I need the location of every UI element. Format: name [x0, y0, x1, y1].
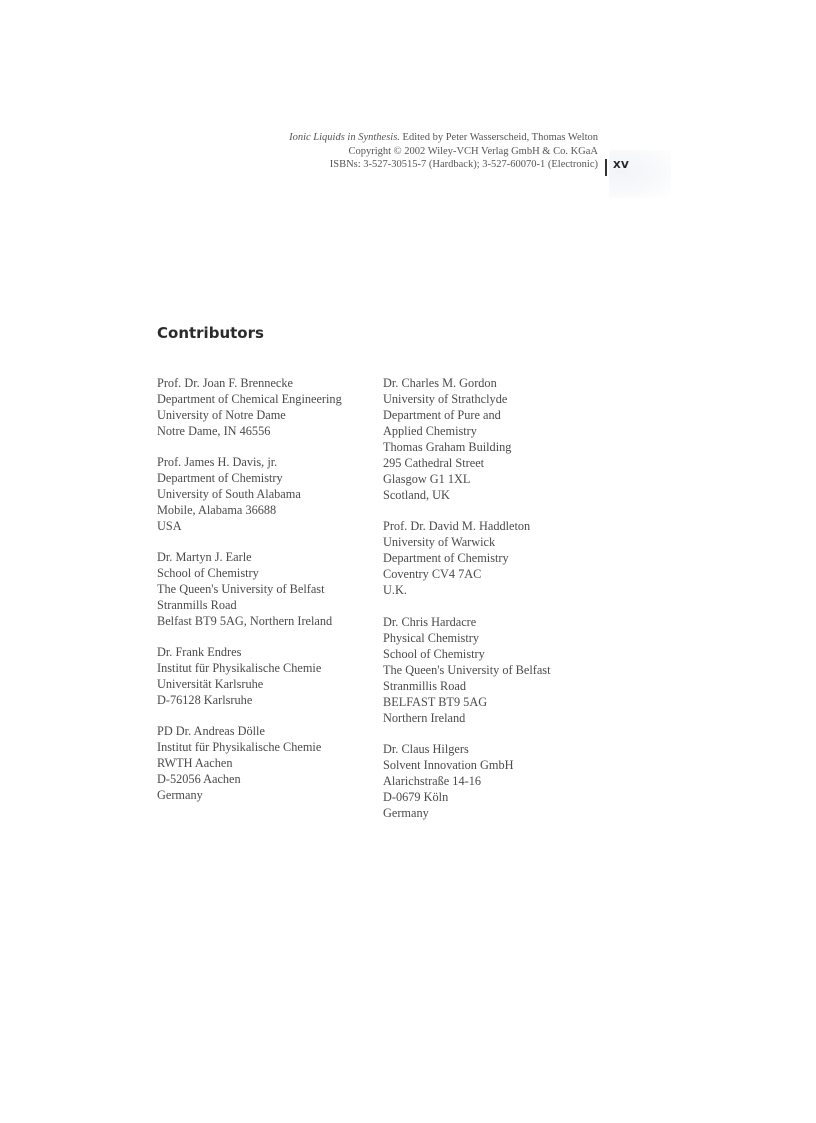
affiliation-line: Applied Chemistry	[383, 424, 477, 438]
contributors-right-column	[383, 375, 613, 821]
affiliation-line: University of Notre Dame	[157, 408, 286, 422]
contributor-name: Prof. James H. Davis, jr.	[157, 455, 278, 469]
affiliation-line: Belfast BT9 5AG, Northern Ireland	[157, 614, 333, 628]
contributor-entry	[157, 644, 372, 708]
contributor-name: Prof. Dr. Joan F. Brennecke	[157, 376, 293, 390]
contributor-name: Dr. Frank Endres	[157, 645, 242, 659]
affiliation-line: Alarichstraße 14-16	[383, 774, 481, 788]
affiliation-line: Department of Chemical Engineering	[157, 392, 342, 406]
affiliation-line: D-52056 Aachen	[157, 772, 241, 786]
affiliation-line: D-76128 Karlsruhe	[157, 693, 253, 707]
affiliation-line: Solvent Innovation GmbH	[383, 758, 514, 772]
affiliation-line: USA	[157, 519, 182, 533]
affiliation-line: 295 Cathedral Street	[383, 456, 485, 470]
page-number-background	[609, 150, 671, 198]
contributor-name: Dr. Claus Hilgers	[383, 742, 469, 756]
isbn-line: ISBNs: 3-527-30515-7 (Hardback); 3-527-60070-1 (Electronic)	[329, 159, 598, 171]
affiliation-line: Institut für Physikalische Chemie	[157, 661, 322, 675]
affiliation-line: Department of Pure and	[383, 408, 501, 422]
book-citation	[289, 131, 598, 145]
page-header	[289, 131, 598, 172]
affiliation-line: Stranmills Road	[157, 598, 237, 612]
contributor-name: Dr. Charles M. Gordon	[383, 376, 497, 390]
contributor-entry	[157, 375, 372, 439]
affiliation-line: Germany	[157, 788, 203, 802]
affiliation-line: The Queen's University of Belfast	[157, 582, 325, 596]
affiliation-line: Glasgow G1 1XL	[383, 472, 471, 486]
affiliation-line: Northern Ireland	[383, 711, 466, 725]
contributor-entry	[383, 741, 613, 821]
affiliation-line: Germany	[383, 806, 429, 820]
contributor-name: PD Dr. Andreas Dölle	[157, 724, 265, 738]
contributor-entry	[157, 723, 372, 803]
book-title: Ionic Liquids in Synthesis.	[289, 132, 400, 143]
contributor-entry	[383, 614, 613, 726]
contributors-left-column	[157, 375, 372, 803]
contributor-name: Prof. Dr. David M. Haddleton	[383, 519, 531, 533]
affiliation-line: University of South Alabama	[157, 487, 301, 501]
copyright-notice: Copyright © 2002 Wiley-VCH Verlag GmbH & Co. KGaA	[348, 145, 598, 157]
affiliation-line: U.K.	[383, 583, 407, 597]
affiliation-line: Coventry CV4 7AC	[383, 567, 482, 581]
contributor-name: Dr. Chris Hardacre	[383, 615, 477, 629]
affiliation-line: Institut für Physikalische Chemie	[157, 740, 322, 754]
affiliation-line: Physical Chemistry	[383, 631, 479, 645]
contributor-entry	[383, 518, 613, 598]
affiliation-line: The Queen's University of Belfast	[383, 663, 551, 677]
affiliation-line: BELFAST BT9 5AG	[383, 695, 488, 709]
contributor-entry	[383, 375, 613, 503]
contributor-entry	[157, 549, 372, 629]
affiliation-line: Mobile, Alabama 36688	[157, 503, 277, 517]
book-editors: Edited by Peter Wasserscheid, Thomas Welton	[399, 132, 598, 143]
affiliation-line: D-0679 Köln	[383, 790, 449, 804]
affiliation-line: Department of Chemistry	[157, 471, 283, 485]
affiliation-line: RWTH Aachen	[157, 756, 233, 770]
contributor-name: Dr. Martyn J. Earle	[157, 550, 252, 564]
page-number: XV	[613, 160, 630, 171]
affiliation-line: Stranmillis Road	[383, 679, 467, 693]
page-number-divider	[605, 159, 607, 176]
affiliation-line: Universität Karlsruhe	[157, 677, 264, 691]
affiliation-line: University of Warwick	[383, 535, 496, 549]
affiliation-line: School of Chemistry	[157, 566, 259, 580]
affiliation-line: Notre Dame, IN 46556	[157, 424, 271, 438]
affiliation-line: Thomas Graham Building	[383, 440, 512, 454]
affiliation-line: School of Chemistry	[383, 647, 485, 661]
contributor-entry	[157, 454, 372, 534]
affiliation-line: University of Strathclyde	[383, 392, 508, 406]
affiliation-line: Scotland, UK	[383, 488, 450, 502]
affiliation-line: Department of Chemistry	[383, 551, 509, 565]
section-title: Contributors	[157, 324, 264, 342]
